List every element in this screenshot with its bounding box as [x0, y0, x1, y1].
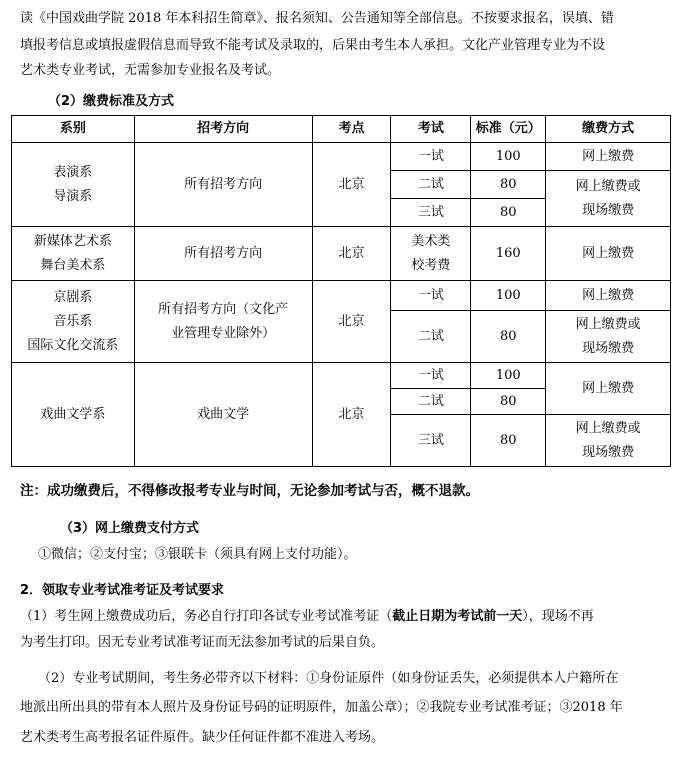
paragraph-1-line: 为考生打印。因无专业考试准考证而无法参加考试的后果自负。: [20, 635, 385, 650]
deadline-emphasis: 截止日期为考试前一天: [392, 609, 523, 624]
payment-text: 现场缴费: [582, 202, 635, 218]
fee-section-title: （2）缴费标准及方式: [48, 94, 175, 109]
exam-cell: 一试: [391, 363, 471, 389]
paragraph-text: ），现场不再: [522, 609, 594, 624]
column-header: 考点: [312, 116, 391, 143]
table-header-row: [12, 116, 671, 143]
fee-cell: 80: [471, 171, 546, 199]
table-row: [12, 227, 671, 281]
dept-name: 表演系: [53, 164, 93, 180]
direction-text: 所有招考方向（文化产: [158, 301, 289, 317]
dept-name: 舞台美术系: [40, 257, 106, 273]
payment-cell: 网上缴费: [546, 281, 671, 311]
dept-cell: [12, 143, 135, 227]
location-cell: 北京: [312, 281, 391, 363]
dept-name: 新媒体艺术系: [33, 233, 112, 249]
dept-cell: [12, 281, 135, 363]
dept-cell: 戏曲文学系: [12, 363, 135, 467]
section2-title: 2．领取专业考试准考证及考试要求: [20, 583, 225, 598]
location-cell: 北京: [312, 143, 391, 227]
intro-line: 艺术类专业考试，无需参加专业报名及考试。: [20, 63, 281, 78]
dept-cell: [12, 227, 135, 281]
table-row: [12, 281, 671, 311]
payment-text: 现场缴费: [582, 340, 635, 356]
payment-text: 现场缴费: [582, 444, 635, 460]
location-cell: 北京: [312, 227, 391, 281]
table-row: [12, 363, 671, 389]
column-header: 招考方向: [134, 116, 312, 143]
payment-text: 网上缴费或: [575, 178, 641, 194]
fee-cell: 80: [471, 415, 546, 467]
direction-cell: 所有招考方向: [134, 143, 312, 227]
exam-cell: 一试: [391, 143, 471, 171]
fee-cell: 80: [471, 311, 546, 363]
column-header: 标准（元）: [471, 116, 546, 143]
fee-cell: 160: [471, 227, 546, 281]
payment-text: 网上缴费或: [575, 420, 641, 436]
exam-cell: 一试: [391, 281, 471, 311]
payment-text: 网上缴费或: [575, 316, 641, 332]
payment-cell: 网上缴费: [546, 363, 671, 415]
exam-cell: 二试: [391, 389, 471, 415]
fee-cell: 80: [471, 199, 546, 227]
payment-cell: [546, 415, 671, 467]
payment-cell: 网上缴费: [546, 143, 671, 171]
intro-line: 读《中国戏曲学院 2018 年本科招生简章》、报名须知、公告通知等全部信息。不按要求报名，误填、错: [20, 11, 614, 26]
paragraph-2-line: 艺术类考生高考报名证件原件。缺少任何证件都不准进入考场。: [20, 730, 385, 745]
paragraph-1-line: [20, 608, 594, 626]
exam-cell: 三试: [391, 199, 471, 227]
payment-method-title: （3）网上缴费支付方式: [60, 521, 200, 536]
fee-cell: 80: [471, 389, 546, 415]
fee-cell: 100: [471, 281, 546, 311]
exam-cell: [391, 227, 471, 281]
exam-cell: 二试: [391, 171, 471, 199]
paragraph-text: （1）考生网上缴费成功后，务必自行打印各试专业考试准考证（: [20, 609, 393, 624]
direction-cell: 戏曲文学: [134, 363, 312, 467]
paragraph-2-line: （2）专业考试期间，考生务必带齐以下材料：①身份证原件（如身份证丢失，必须提供本人户籍所在: [38, 671, 619, 686]
direction-cell: [134, 281, 312, 363]
dept-name: 京剧系: [53, 289, 93, 305]
exam-cell: 二试: [391, 311, 471, 363]
dept-name: 导演系: [53, 188, 93, 204]
fee-table: [11, 115, 671, 467]
intro-line: 填报考信息或填报虚假信息而导致不能考试及录取的，后果由考生本人承担。文化产业管理专业为不设: [20, 38, 606, 53]
payment-cell: 网上缴费: [546, 227, 671, 281]
dept-name: 音乐系: [53, 313, 93, 329]
table-row: [12, 143, 671, 171]
fee-cell: 100: [471, 363, 546, 389]
dept-name: 国际文化交流系: [27, 337, 119, 353]
exam-cell: 三试: [391, 415, 471, 467]
payment-cell: [546, 311, 671, 363]
location-cell: 北京: [312, 363, 391, 467]
paragraph-2-line: 地派出所出具的带有本人照片及身份证号码的证明原件，加盖公章）；②我院专业考试准考证；③2018 年: [20, 700, 623, 715]
column-header: 系别: [12, 116, 135, 143]
column-header: 考试: [391, 116, 471, 143]
direction-text: 业管理专业除外）: [171, 325, 276, 341]
refund-note: 注：成功缴费后，不得修改报考专业与时间，无论参加考试与否，概不退款。: [20, 483, 479, 499]
exam-text: 美术类: [411, 233, 451, 249]
column-header: 缴费方式: [546, 116, 671, 143]
payment-cell: [546, 171, 671, 227]
exam-text: 校考费: [411, 257, 451, 273]
payment-methods: ①微信；②支付宝；③银联卡（须具有网上支付功能）。: [38, 547, 357, 562]
direction-cell: 所有招考方向: [134, 227, 312, 281]
fee-cell: 100: [471, 143, 546, 171]
